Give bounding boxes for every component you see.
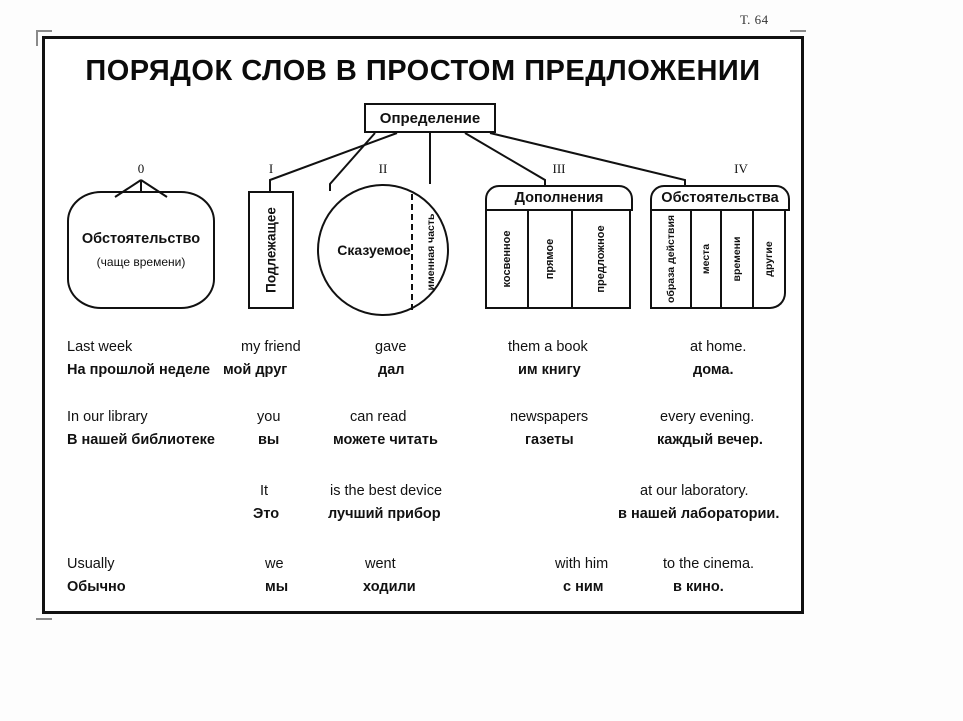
numeral-1: I [268, 161, 274, 176]
subject-label: Подлежащее [263, 207, 279, 293]
ex3-en-c1: It [260, 483, 269, 499]
ex4-en-c2: went [365, 556, 396, 572]
numeral-4: IV [734, 161, 748, 176]
ex4-en-c3: with him [555, 556, 609, 572]
diagram-board [42, 36, 804, 614]
ex2-en-c3: newspapers [510, 409, 589, 425]
adverbial-pre-label: Обстоятельство [81, 231, 201, 247]
ex1-ru-c1: мой друг [223, 362, 288, 378]
member-adverbials [650, 185, 790, 309]
numeral-0: 0 [137, 161, 145, 176]
adverbial-column-manner-label: образа действия [665, 214, 677, 304]
object-column-prepositional-label: предложное [595, 225, 607, 293]
member-objects [485, 185, 633, 309]
adverbial-column-other [752, 211, 786, 309]
ex4-en-c4: to the cinema. [663, 556, 755, 572]
ex4-ru-c3: с ним [563, 579, 604, 595]
objects-title: Дополнения [485, 185, 633, 211]
ex3-ru-c2: лучший прибор [328, 506, 441, 522]
member-subject [248, 191, 294, 309]
ex2-ru-c3: газеты [525, 432, 574, 448]
ex1-ru-c0: На прошлой неделе [67, 362, 211, 378]
definition-box [364, 103, 496, 133]
crop-tick-top-right [790, 30, 806, 32]
ex3-ru-c4: в нашей лаборатории. [618, 506, 780, 522]
ex2-ru-c1: вы [258, 432, 280, 448]
ex1-en-c4: at home. [690, 339, 747, 355]
example-group-1 [45, 339, 807, 385]
ex1-en-c3: them a book [508, 339, 588, 355]
adverbial-column-other-label: другие [763, 241, 775, 277]
crop-tick-top-left-v [36, 30, 38, 46]
example-line-ru [45, 362, 807, 385]
example-group-2 [45, 409, 807, 455]
ex3-ru-c1: Это [253, 506, 280, 522]
crop-tick-bottom-left [36, 618, 52, 620]
example-line-en [45, 556, 807, 579]
example-line-en [45, 409, 807, 432]
member-predicate [317, 184, 449, 316]
example-group-3 [45, 483, 807, 529]
ex1-ru-c2: дал [378, 362, 405, 378]
object-column-prepositional [571, 211, 631, 309]
ex2-en-c1: you [257, 409, 281, 425]
example-line-ru [45, 432, 807, 455]
adverbial-column-time-label: времени [731, 236, 743, 282]
ex2-en-c0: In our library [67, 409, 148, 425]
adverbial-column-time [720, 211, 754, 309]
definition-label: Определение [379, 109, 481, 127]
adverbial-pre-subtitle: (чаще времени) [96, 255, 186, 269]
example-line-en [45, 483, 807, 506]
ex4-ru-c1: мы [265, 579, 289, 595]
example-line-ru [45, 579, 807, 602]
ex3-en-c2: is the best device [330, 483, 443, 499]
nominal-part-label: именная часть [425, 213, 437, 291]
numeral-3: III [552, 161, 566, 176]
ex2-en-c2: can read [350, 409, 407, 425]
example-group-4 [45, 556, 807, 602]
adverbial-column-place [690, 211, 722, 309]
adverbials-title: Обстоятельства [650, 185, 790, 211]
ex2-ru-c4: каждый вечер. [657, 432, 763, 448]
ex1-en-c0: Last week [67, 339, 133, 355]
object-column-indirect-label: косвенное [501, 230, 513, 288]
ex1-ru-c3: им книгу [518, 362, 581, 378]
adverbial-column-place-label: места [700, 243, 712, 275]
ex4-en-c0: Usually [67, 556, 115, 572]
member-adverbial-pre [67, 191, 215, 309]
predicate-nominal-part [411, 186, 451, 318]
ex3-en-c4: at our laboratory. [640, 483, 749, 499]
ex4-ru-c2: ходили [363, 579, 416, 595]
example-line-ru [45, 506, 807, 529]
ex1-ru-c4: дома. [693, 362, 734, 378]
adverbial-column-manner [650, 211, 692, 309]
page-title: ПОРЯДОК СЛОВ В ПРОСТОМ ПРЕДЛОЖЕНИИ [85, 55, 761, 87]
adverbials-columns [650, 211, 790, 309]
ex4-en-c1: we [265, 556, 284, 572]
object-column-indirect [485, 211, 529, 309]
ex2-ru-c2: можете читать [333, 432, 438, 448]
ex4-ru-c4: в кино. [673, 579, 724, 595]
plate-number-label: Т. 64 [740, 12, 769, 27]
object-column-direct-label: прямое [544, 238, 556, 280]
examples-area [45, 331, 807, 617]
numeral-2: II [378, 161, 388, 176]
ex4-ru-c0: Обычно [67, 579, 126, 595]
objects-columns [485, 211, 633, 309]
ex1-en-c1: my friend [241, 339, 301, 355]
predicate-label: Сказуемое [337, 242, 411, 258]
ex1-en-c2: gave [375, 339, 407, 355]
ex2-en-c4: every evening. [660, 409, 755, 425]
example-line-en [45, 339, 807, 362]
crop-tick-top-left [36, 30, 52, 32]
object-column-direct [527, 211, 573, 309]
ex2-ru-c0: В нашей библиотеке [67, 432, 215, 448]
